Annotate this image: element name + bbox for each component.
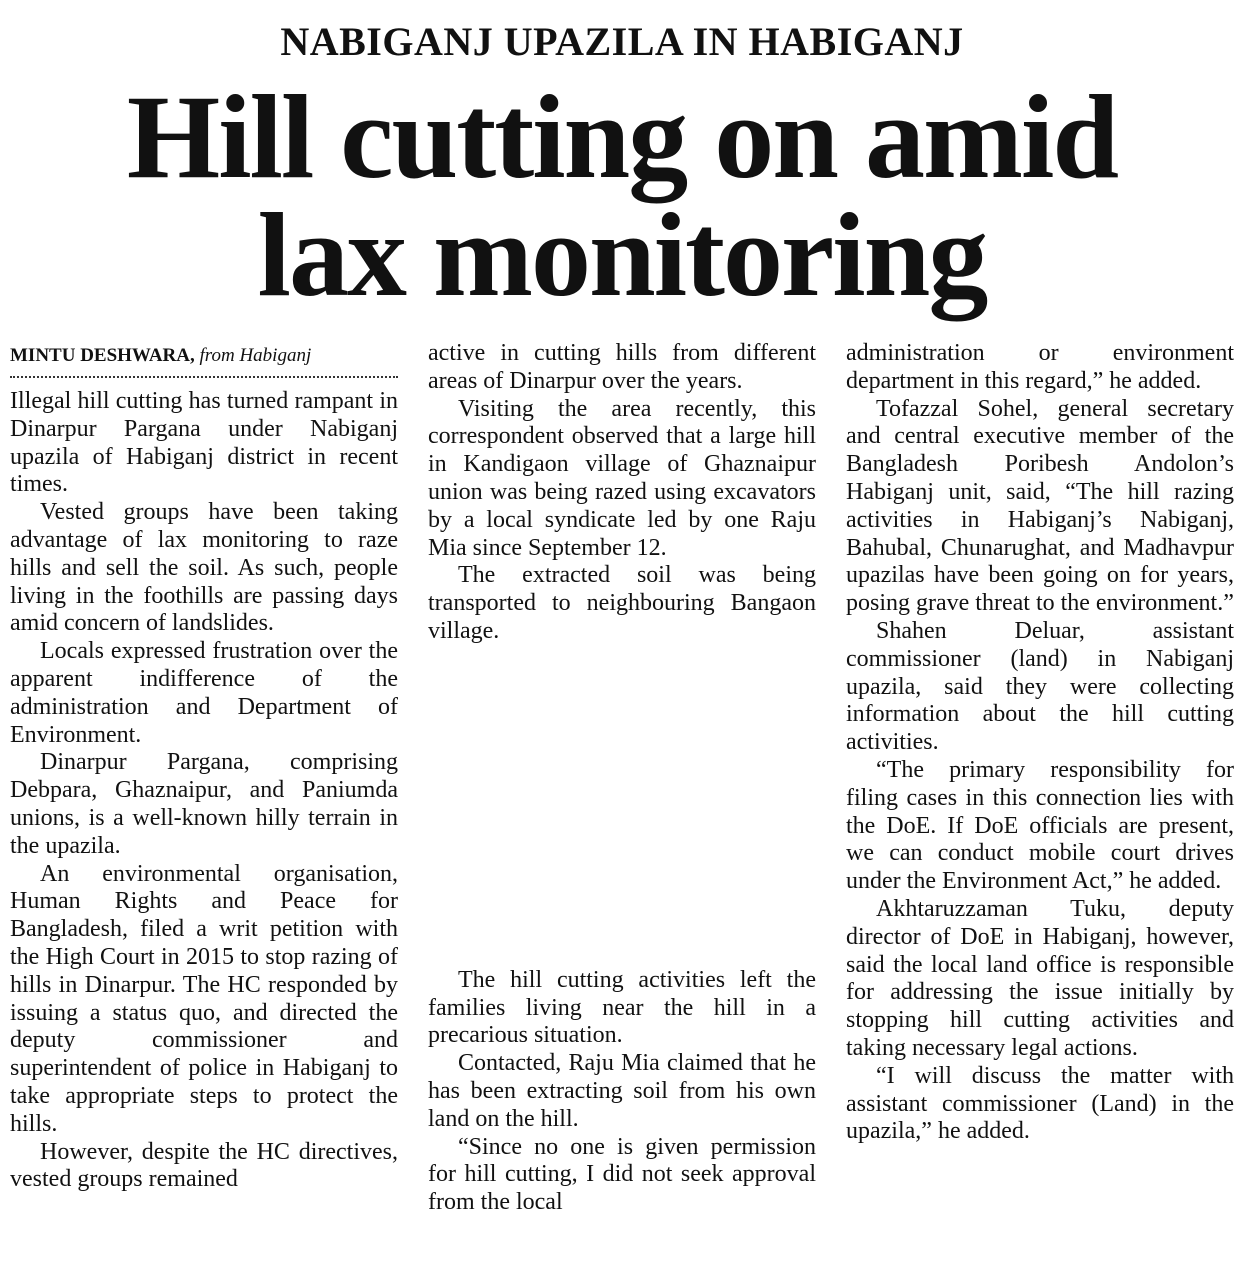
- kicker: NABIGANJ UPAZILA IN HABIGANJ: [280, 19, 964, 64]
- paragraph: Contacted, Raju Mia claimed that he has been extracting soil from his own land on the hill.: [428, 1050, 816, 1132]
- headline: [0, 70, 1244, 321]
- paragraph: “I will discuss the matter with assistant commissioner (Land) in the upazila,” he added.: [846, 1062, 1234, 1145]
- paragraph: “Since no one is given permission for hill cutting, I did not seek approval from the local: [428, 1133, 816, 1216]
- article-column-3: [846, 340, 1234, 1260]
- paragraph: Illegal hill cutting has turned rampant in Dinarpur Pargana under Nabiganj upazila of Habiganj district in recent times.: [10, 388, 398, 498]
- image-placeholder: [428, 646, 816, 967]
- paragraph: Dinarpur Pargana, comprising Debpara, Ghaznaipur, and Paniumda unions, is a well-known hilly terrain in the upazila.: [10, 749, 398, 859]
- paragraph: The extracted soil was being transported to neighbouring Bangaon village.: [428, 562, 816, 644]
- byline-author: MINTU DESHWARA,: [10, 345, 195, 366]
- byline: [10, 342, 398, 370]
- headline-line-2: lax monitoring: [257, 188, 987, 321]
- paragraph: An environmental organisation, Human Rights and Peace for Bangladesh, filed a writ petition with the High Court in 2015 to stop razing of hills in Dinarpur. The HC responded by issuing a status quo, and directed the deputy commissioner and superintendent of police in Habiganj to take appropriate steps to protect the hills.: [10, 860, 398, 1137]
- paragraph: The hill cutting activities left the families living near the hill in a precarious situation.: [428, 966, 816, 1049]
- paragraph: Shahen Deluar, assistant commissioner (land) in Nabiganj upazila, said they were collecting information about the hill cutting activities.: [846, 617, 1234, 756]
- article-column-1: [10, 340, 398, 1260]
- paragraph: “The primary responsibility for filing cases in this connection lies with the DoE. If DoE officials are present, we can conduct mobile court drives under the Environment Act,” he added.: [846, 756, 1234, 895]
- paragraph: active in cutting hills from different areas of Dinarpur over the years.: [428, 340, 816, 394]
- paragraph: Vested groups have been taking advantage of lax monitoring to raze hills and sell the soil. As such, people living in the foothills are passing days amid concern of landslides.: [10, 499, 398, 637]
- byline-divider: [10, 376, 398, 378]
- byline-location: from Habiganj: [199, 345, 312, 366]
- paragraph: Tofazzal Sohel, general secretary and central executive member of the Bangladesh Poribesh Andolon’s Habiganj unit, said, “The hill razing activities in Habiganj’s Nabiganj, Bahubal, Chunarughat, and Madhavpur upazilas have been going on for years, posing grave threat to the environment.”: [846, 395, 1234, 617]
- paragraph: Locals expressed frustration over the apparent indifference of the administration and Department of Environment.: [10, 638, 398, 748]
- paragraph: administration or environment department in this regard,” he added.: [846, 340, 1234, 394]
- headline-line-1: Hill cutting on amid: [126, 70, 1118, 203]
- paragraph: However, despite the HC directives, vested groups remained: [10, 1138, 398, 1193]
- paragraph: Akhtaruzzaman Tuku, deputy director of DoE in Habiganj, however, said the local land office is responsible for addressing the issue initially by stopping hill cutting activities and taking necessary legal actions.: [846, 895, 1234, 1061]
- paragraph: Visiting the area recently, this correspondent observed that a large hill in Kandigaon village of Ghaznaipur union was being razed using excavators by a local syndicate led by one Raju Mia since September 12.: [428, 395, 816, 561]
- article-column-2: [428, 340, 816, 1260]
